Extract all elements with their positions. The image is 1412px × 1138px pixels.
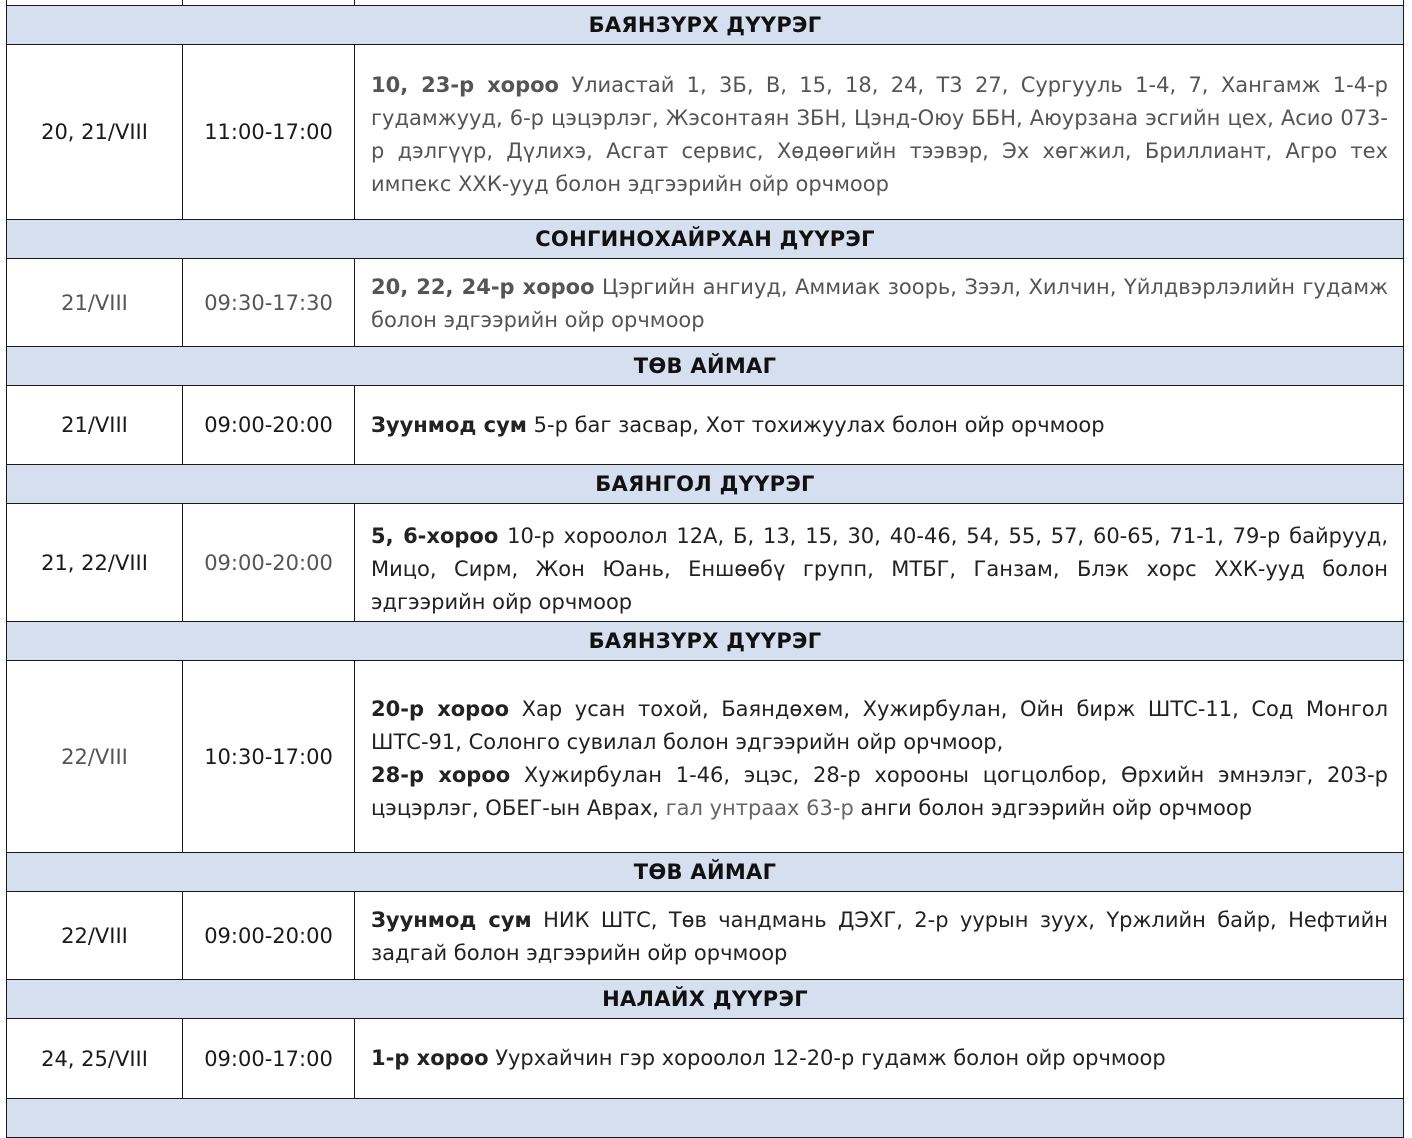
region-name: БАЯНЗҮРХ ДҮҮРЭГ: [7, 6, 1404, 45]
time-cell: 09:30-17:30: [183, 259, 355, 347]
table-row: [7, 504, 1404, 622]
area-subdivision: 28-р хороо: [371, 762, 511, 787]
region-header: [7, 347, 1404, 386]
table-row: [7, 1019, 1404, 1099]
region-name: БАЯНГОЛ ДҮҮРЭГ: [7, 465, 1404, 504]
table-row: [7, 45, 1404, 220]
area-description: 5-р баг засвар, Хот тохижуулах болон ойр орчмоор: [526, 412, 1105, 437]
time-cell: 09:00-20:00: [183, 386, 355, 465]
area-description: Цэргийн ангиуд, Аммиак зоорь, Зээл, Хилчин, Үйлдвэрлэлийн гудамж болон эдгээрийн ойр орчмоор: [371, 275, 1389, 332]
area-cell: [355, 504, 1404, 622]
area-subdivision: 20-р хороо: [371, 696, 510, 721]
date-cell: 21/VIII: [7, 386, 183, 465]
region-header: [7, 980, 1404, 1019]
area-cell: [355, 259, 1404, 347]
area-cell: [355, 45, 1404, 220]
time-cell: 09:00-20:00: [183, 504, 355, 622]
region-header: [7, 853, 1404, 892]
area-subdivision: Зуунмод сум: [371, 412, 527, 437]
date-cell: 24, 25/VIII: [7, 1019, 183, 1099]
area-cell: [355, 661, 1404, 853]
region-header: [7, 465, 1404, 504]
date-cell: 22/VIII: [7, 892, 183, 980]
region-name: ТӨВ АЙМАГ: [7, 853, 1404, 892]
area-cell: [355, 892, 1404, 980]
area-subdivision: 20, 22, 24-р хороо: [371, 275, 595, 299]
table-row: [7, 386, 1404, 465]
area-subdivision: 5, 6-хороо: [371, 524, 499, 548]
date-cell: 22/VIII: [7, 661, 183, 853]
region-header-partial: [7, 1099, 1404, 1138]
table-row: [7, 259, 1404, 347]
table-row: [7, 892, 1404, 980]
region-name: НАЛАЙХ ДҮҮРЭГ: [7, 980, 1404, 1019]
area-cell: [355, 1019, 1404, 1099]
time-cell: 09:00-17:00: [183, 1019, 355, 1099]
area-subdivision: 10, 23-р хороо: [371, 73, 559, 97]
area-description: Хужирбулан 1-46, эцэс, 28-р хорооны цогцолбор, Өрхийн эмнэлэг, 203-р цэцэрлэг, ОБЕГ-ын Аврах,: [371, 762, 1388, 820]
area-subdivision: 1-р хороо: [371, 1046, 489, 1070]
area-cell: [355, 386, 1404, 465]
region-header: [7, 622, 1404, 661]
region-name: ТӨВ АЙМАГ: [7, 347, 1404, 386]
area-description: Хар усан тохой, Баяндөхөм, Хужирбулан, Ойн бирж ШТС-11, Сод Монгол ШТС-91, Солонго сувилал болон эдгээрийн ойр орчмоор,: [371, 696, 1388, 754]
area-description: Уурхайчин гэр хороолол 12-20-р гудамж болон ойр орчмоор: [488, 1046, 1166, 1070]
table-row: [7, 661, 1404, 853]
date-cell: 21, 22/VIII: [7, 504, 183, 622]
time-cell: 09:00-20:00: [183, 892, 355, 980]
time-cell: 11:00-17:00: [183, 45, 355, 220]
region-header: [7, 6, 1404, 45]
area-description: НИК ШТС, Төв чандмань ДЭХГ, 2-р уурын зуух, Үржлийн байр, Нефтийн задгай болон эдгээрийн ойр орчмоор: [371, 908, 1388, 965]
region-name: БАЯНЗҮРХ ДҮҮРЭГ: [7, 622, 1404, 661]
region-name: СОНГИНОХАЙРХАН ДҮҮРЭГ: [7, 220, 1404, 259]
area-subdivision: Зуунмод сум: [371, 908, 532, 932]
region-header: [7, 220, 1404, 259]
area-description-muted: гал унтраах 63-р: [658, 795, 854, 820]
time-cell: 10:30-17:00: [183, 661, 355, 853]
outage-schedule-table: [6, 0, 1404, 1138]
area-description: Улиастай 1, 3Б, В, 15, 18, 24, Т3 27, Сургууль 1-4, 7, Хангамж 1-4-р гудамжууд, 6-р цэцэрлэг, Жэсонтаян ЗБН, Цэнд-Оюу ББН, Аюурзана эсгийн цех, Асио 073-р дэлгүүр, Дүлихэ, Асгат сервис, Хөдөөгийн тээвэр, Эх хөгжил, Бриллиант, Агро тех импекс ХХК-ууд болон эдгээрийн ойр орчмоор: [371, 73, 1389, 196]
area-description: анги болон эдгээрийн ойр орчмоор: [853, 795, 1253, 820]
area-description: 10-р хороолол 12А, Б, 13, 15, 30, 40-46, 54, 55, 57, 60-65, 71-1, 79-р байрууд, Мицо, Сирм, Жон Юань, Еншөөбү групп, МТБГ, Ганзам, Блэк хорс ХХК-ууд болон эдгээрийн ойр орчмоор: [371, 524, 1388, 614]
date-cell: 21/VIII: [7, 259, 183, 347]
date-cell: 20, 21/VIII: [7, 45, 183, 220]
schedule-table-wrapper: [6, 0, 1403, 1138]
